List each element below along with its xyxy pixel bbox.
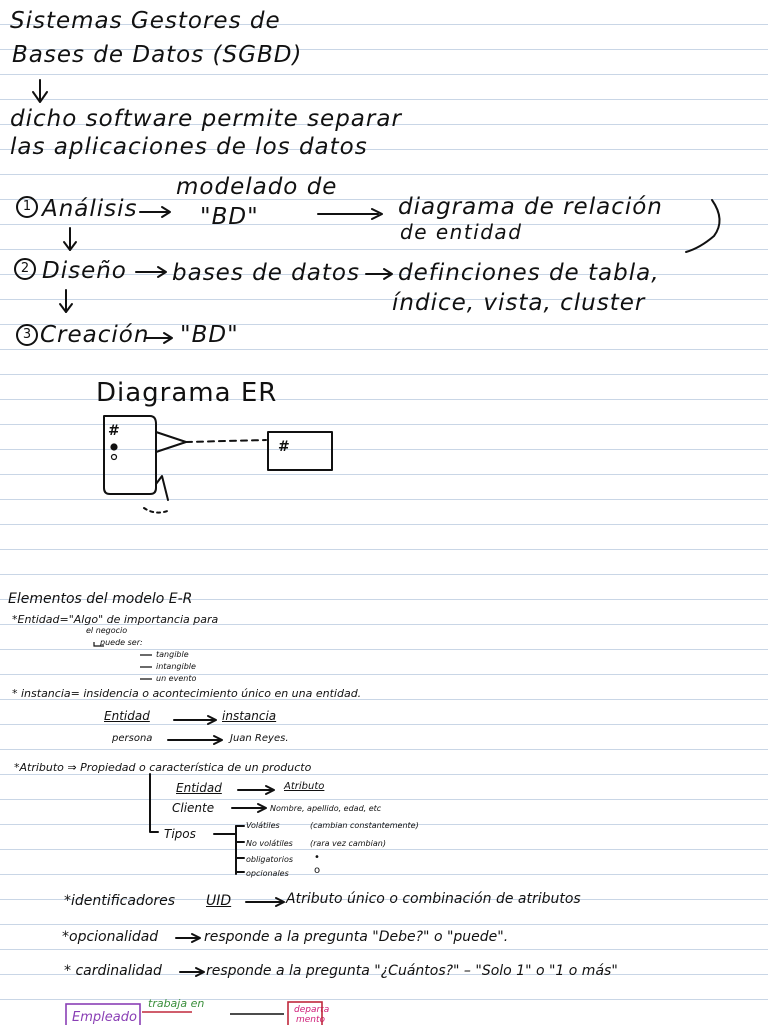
er-relationship-line [186,440,266,442]
atributo-tipos-label: Tipos [164,827,196,841]
heading-line2: Bases de Datos (SGBD) [12,42,303,68]
entidad-item-1: tangible [156,650,189,659]
step2-label: Diseño [42,258,127,284]
opcionalidad-head: *opcionalidad [62,929,159,945]
entidad-puede: puede ser: [100,638,143,647]
step2-result-top: definciones de tabla, [398,260,660,286]
step3-target: "BD" [180,322,239,348]
tipo-1-note: (cambian constantemente) [310,821,419,830]
bottom-right-box-top: departa [294,1005,330,1015]
step2-target: bases de datos [172,260,360,286]
identificadores-head: *identificadores [64,893,176,909]
step1-number: 1 [16,196,38,218]
diagram-hash-left: # [108,423,120,439]
step3-label: Creación [40,322,150,348]
step1-label: Análisis [42,196,138,222]
entidad-head: *Entidad="Algo" de importancia para [12,613,219,626]
identificadores-uid: UID [206,893,232,909]
bottom-relation-label: trabaja en [148,997,205,1010]
instancia-col2-value: Juan Reyes. [230,733,289,744]
step1-target-bottom: "BD" [200,204,259,230]
entidad-sub: el negocio [86,626,128,635]
tipo-2-label: No volátiles [246,839,293,848]
cardinalidad-text: responde a la pregunta "¿Cuántos?" – "Solo 1" o "1 o más" [206,963,618,979]
intro-line1: dicho software permite separar [10,106,402,132]
bottom-left-box [66,1004,140,1025]
step1-target-top: modelado de [176,174,338,200]
intro-line2: las aplicaciones de los datos [10,134,368,160]
er-crowsfoot-1 [156,432,186,452]
step2-result-bottom: índice, vista, cluster [392,290,646,316]
er-crowsfoot-2 [156,476,168,500]
cardinalidad-head: * cardinalidad [64,963,162,979]
identificadores-text: Atributo único o combinación de atributos [286,891,581,907]
opcionalidad-text: responde a la pregunta "Debe?" o "puede". [204,929,509,945]
tipos-branch [214,826,236,874]
elements-title: Elementos del modelo E-R [8,591,193,607]
step1-result-bottom: de entidad [400,220,523,244]
atributo-col1-head: Entidad [176,781,222,795]
tipo-3-note: • [314,852,320,863]
bottom-right-box-bottom: mento [296,1015,326,1025]
heading-line1: Sistemas Gestores de [10,8,281,34]
diagram-title: Diagrama ER [96,378,278,408]
tipo-3-label: obligatorios [246,855,294,864]
step1-result-top: diagrama de relación [398,194,663,220]
bottom-right-box [288,1002,322,1025]
tipo-2-note: (rara vez cambian) [310,839,386,848]
er-entity-right [268,432,332,470]
step2-number: 2 [14,258,36,280]
instancia-col2-head: instancia [222,709,277,723]
step1-bracket [686,200,720,252]
instancia-col1-head: Entidad [104,709,150,723]
diagram-hash-right: # [278,439,290,455]
atributo-col2-value: Nombre, apellido, edad, etc [270,804,382,813]
atributo-head: *Atributo ⇒ Propiedad o característica de un producto [14,761,312,774]
entidad-item-2: intangible [156,662,196,671]
instancia-head: * instancia= insidencia o acontecimiento único en una entidad. [12,687,362,700]
tipo-4-note: o [314,865,321,876]
tipo-4-label: opcionales [246,869,289,878]
atributo-col2-head: Atributo [284,781,325,792]
entidad-item-3: un evento [156,674,197,683]
atributo-col1-value: Cliente [172,801,215,815]
step3-number: 3 [16,324,38,346]
tipo-1-label: Volátiles [246,821,280,830]
bottom-left-box-label: Empleado [72,1010,137,1025]
instancia-col1-value: persona [112,733,153,744]
atributo-branch [150,774,158,832]
